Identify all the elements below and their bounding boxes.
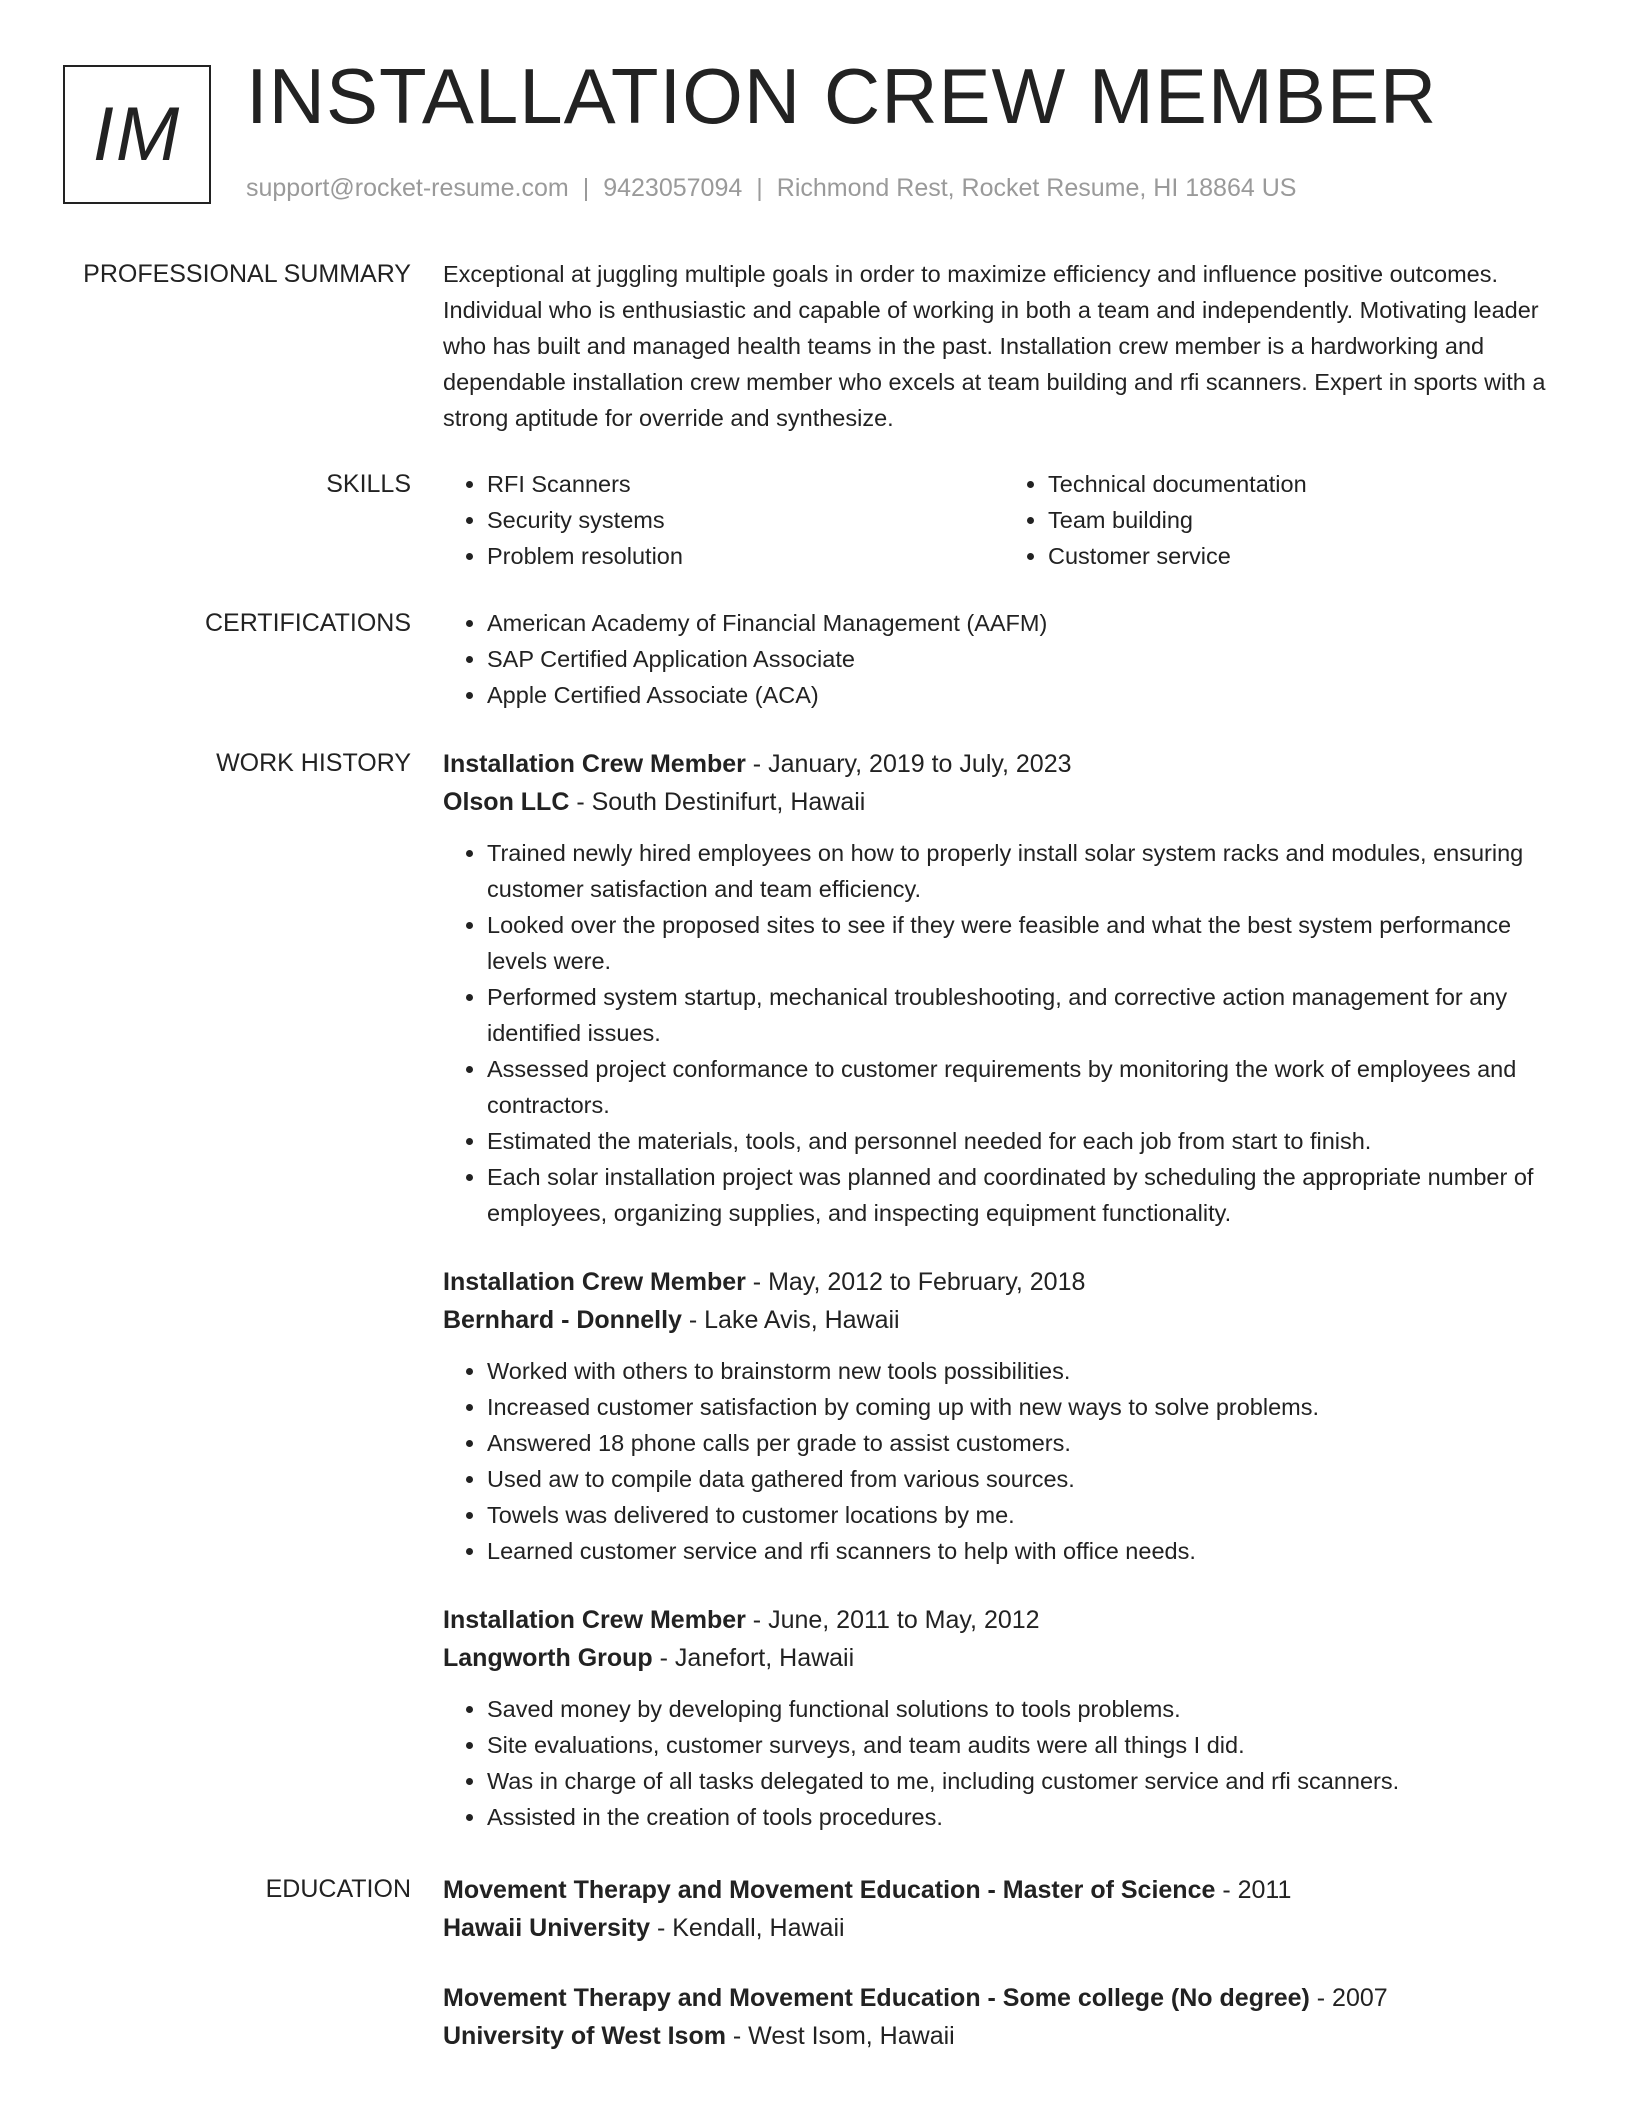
certification-item: • American Academy of Financial Management (AAFM)	[487, 605, 1565, 641]
education-school: Hawaii University	[443, 1914, 651, 1942]
education-degree: Movement Therapy and Movement Education - Master of Science	[443, 1876, 1216, 1904]
job-dates: - January, 2019 to July, 2023	[745, 750, 1072, 778]
job-bullet: • Looked over the proposed sites to see if they were feasible and what the best system performance levels were.	[487, 907, 1565, 979]
job-bullet: • Estimated the materials, tools, and personnel needed for each job from start to finish.	[487, 1123, 1565, 1159]
certifications-body	[443, 605, 1565, 713]
skills-list-right	[1004, 466, 1565, 574]
work-history-heading: WORK HISTORY	[216, 749, 411, 777]
summary-heading: PROFESSIONAL SUMMARY	[83, 260, 411, 288]
job-entry	[443, 1601, 1565, 1835]
job-title-line	[443, 1263, 1565, 1301]
skills-body	[443, 466, 1565, 574]
skill-item: • Technical documentation	[1048, 466, 1565, 502]
job-dates: - May, 2012 to February, 2018	[745, 1268, 1086, 1296]
education-location: - West Isom, Hawaii	[725, 2022, 955, 2050]
skills-list-left	[443, 466, 1004, 574]
certification-item: • SAP Certified Application Associate	[487, 641, 1565, 677]
job-bullet: • Assisted in the creation of tools procedures.	[487, 1799, 1565, 1835]
job-dates: - June, 2011 to May, 2012	[745, 1606, 1040, 1634]
education-degree-line	[443, 1979, 1565, 2017]
job-company-line	[443, 1639, 1565, 1677]
job-bullet: • Trained newly hired employees on how to properly install solar system racks and modules, ensuring customer satisfaction and team efficiency.	[487, 835, 1565, 907]
job-company: Bernhard - Donnelly	[443, 1306, 682, 1334]
certifications-list	[443, 605, 1565, 713]
contact-address: Richmond Rest, Rocket Resume, HI 18864 US	[776, 174, 1297, 202]
education-school-line	[443, 2017, 1565, 2055]
skills-heading: SKILLS	[326, 470, 411, 498]
education-year: - 2011	[1215, 1876, 1292, 1904]
job-bullet: • Used aw to compile data gathered from various sources.	[487, 1461, 1565, 1497]
job-title-line	[443, 1601, 1565, 1639]
job-location: - Lake Avis, Hawaii	[681, 1306, 900, 1334]
job-company: Langworth Group	[443, 1644, 653, 1672]
job-location: - South Destinifurt, Hawaii	[569, 788, 866, 816]
job-title: Installation Crew Member	[443, 1606, 746, 1634]
job-bullet: • Learned customer service and rfi scanners to help with office needs.	[487, 1533, 1565, 1569]
education-degree: Movement Therapy and Movement Education - Some college (No degree)	[443, 1984, 1310, 2012]
resume-name: INSTALLATION CREW MEMBER	[246, 52, 1438, 140]
job-bullet: • Towels was delivered to customer locations by me.	[487, 1497, 1565, 1533]
job-bullet: • Site evaluations, customer surveys, and team audits were all things I did.	[487, 1727, 1565, 1763]
job-company: Olson LLC	[443, 788, 570, 816]
education-location: - Kendall, Hawaii	[650, 1914, 845, 1942]
job-entry	[443, 745, 1565, 1231]
job-title-line	[443, 745, 1565, 783]
skill-item: • Team building	[1048, 502, 1565, 538]
job-title: Installation Crew Member	[443, 750, 746, 778]
skill-item: • Problem resolution	[487, 538, 1004, 574]
education-body	[443, 1871, 1565, 2087]
skill-item: • Customer service	[1048, 538, 1565, 574]
education-school-line	[443, 1909, 1565, 1947]
initials-monogram: IM	[63, 65, 211, 204]
job-bullets	[443, 1691, 1565, 1835]
contact-line	[246, 174, 1296, 203]
job-bullet: • Assessed project conformance to customer requirements by monitoring the work of employees and contractors.	[487, 1051, 1565, 1123]
contact-email: support@rocket-resume.com	[246, 174, 569, 202]
job-title: Installation Crew Member	[443, 1268, 746, 1296]
work-history-body	[443, 745, 1565, 1867]
job-bullet: • Increased customer satisfaction by coming up with new ways to solve problems.	[487, 1389, 1565, 1425]
education-entry	[443, 1871, 1565, 1947]
education-degree-line	[443, 1871, 1565, 1909]
education-school: University of West Isom	[443, 2022, 726, 2050]
education-entry	[443, 1979, 1565, 2055]
job-bullets	[443, 1353, 1565, 1569]
job-company-line	[443, 1301, 1565, 1339]
job-bullet: • Each solar installation project was planned and coordinated by scheduling the appropriate number of employees, organizing supplies, and inspecting equipment functionality.	[487, 1159, 1565, 1231]
job-bullets	[443, 835, 1565, 1231]
skill-item: • RFI Scanners	[487, 466, 1004, 502]
contact-phone: 9423057094	[603, 174, 743, 202]
job-bullet: • Worked with others to brainstorm new tools possibilities.	[487, 1353, 1565, 1389]
job-bullet: • Saved money by developing functional solutions to tools problems.	[487, 1691, 1565, 1727]
skill-item: • Security systems	[487, 502, 1004, 538]
summary-text: Exceptional at juggling multiple goals in order to maximize efficiency and influence positive outcomes. Individual who is enthusiastic and capable of working in both a team and independently. Motivating leader who has built and managed health teams in the past. Installation crew member is a hardworking and dependable installation crew member who excels at team building and rfi scanners. Expert in sports with a strong aptitude for override and synthesize.	[443, 261, 1546, 431]
contact-separator: |	[756, 174, 763, 202]
contact-separator: |	[582, 174, 590, 202]
education-heading: EDUCATION	[265, 1875, 411, 1903]
job-company-line	[443, 783, 1565, 821]
job-bullet: • Answered 18 phone calls per grade to assist customers.	[487, 1425, 1565, 1461]
job-bullet: • Performed system startup, mechanical troubleshooting, and corrective action management for any identified issues.	[487, 979, 1565, 1051]
summary-body	[443, 256, 1565, 436]
certifications-heading: CERTIFICATIONS	[204, 609, 411, 637]
job-bullet: • Was in charge of all tasks delegated to me, including customer service and rfi scanners.	[487, 1763, 1565, 1799]
job-entry	[443, 1263, 1565, 1569]
certification-item: • Apple Certified Associate (ACA)	[487, 677, 1565, 713]
job-location: - Janefort, Hawaii	[652, 1644, 855, 1672]
education-year: - 2007	[1309, 1984, 1388, 2012]
